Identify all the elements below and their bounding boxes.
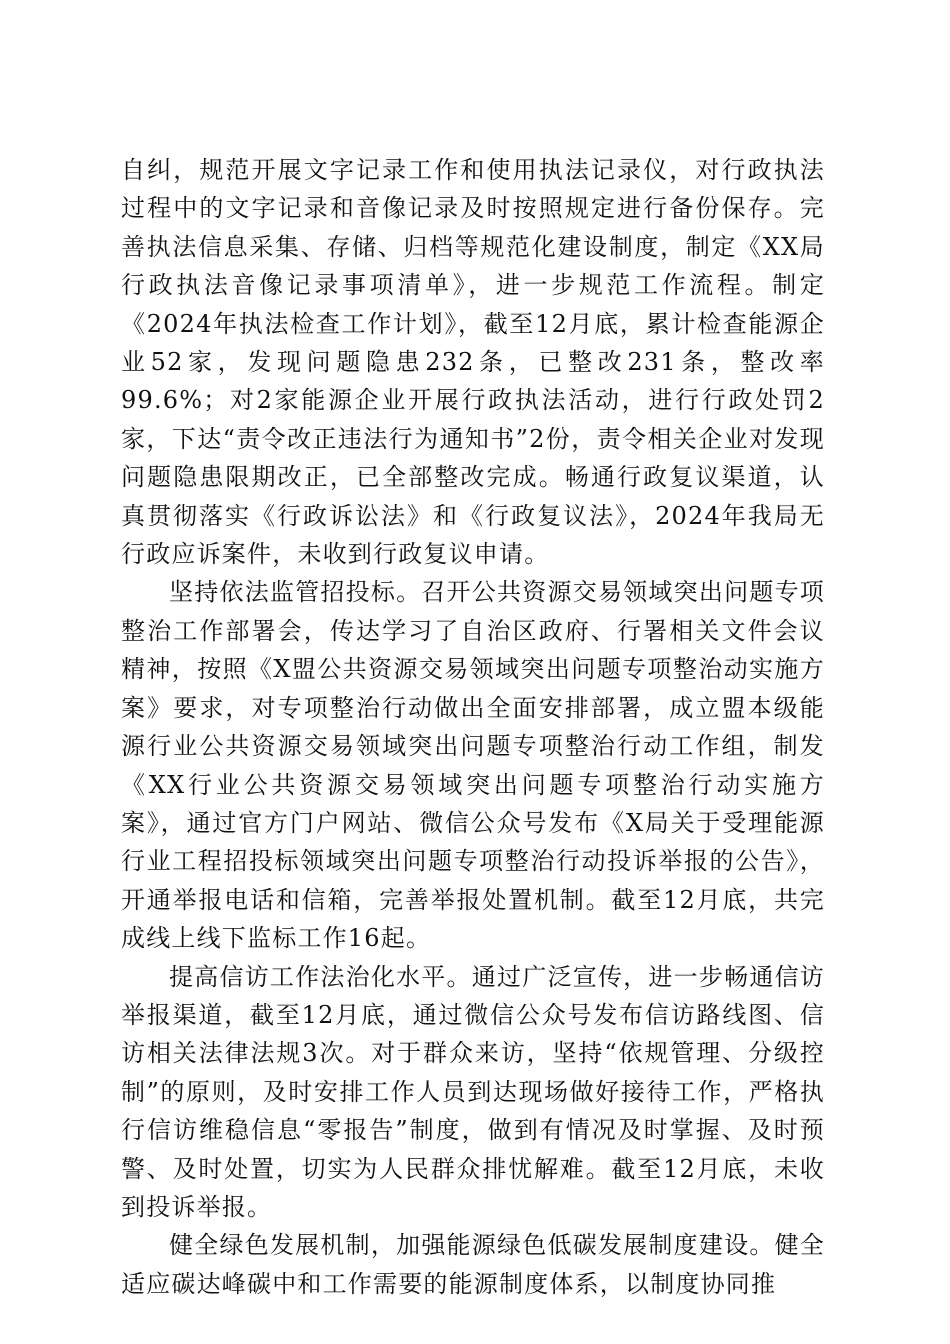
paragraph-green-development: 健全绿色发展机制，加强能源绿色低碳发展制度建设。健全适应碳达峰碳中和工作需要的能源制度体系，以制度协同推 [121, 1231, 825, 1298]
document-body [121, 151, 825, 1303]
paragraph-law-enforcement: 自纠，规范开展文字记录工作和使用执法记录仪，对行政执法过程中的文字记录和音像记录及时按照规定进行备份保存。完善执法信息采集、存储、归档等规范化建设制度，制定《XX局行政执法音像记录事项清单》，进一步规范工作流程。制定《2024年执法检查工作计划》，截至12月底，累计检查能源企业52家，发现问题隐患232条，已整改231条，整改率99.6%；对2家能源企业开展行政执法活动，进行行政处罚2家，下达“责令改正违法行为通知书”2份，责令相关企业对发现问题隐患限期改正，已全部整改完成。畅通行政复议渠道，认真贯彻落实《行政诉讼法》和《行政复议法》，2024年我局无行政应诉案件，未收到行政复议申请。 [121, 156, 825, 569]
paragraph-petition-work: 提高信访工作法治化水平。通过广泛宣传，进一步畅通信访举报渠道，截至12月底，通过微信公众号发布信访路线图、信访相关法律法规3次。对于群众来访，坚持“依规管理、分级控制”的原则，及时安排工作人员到达现场做好接待工作，严格执行信访维稳信息“零报告”制度，做到有情况及时掌握、及时预警、及时处置，切实为人民群众排忧解难。截至12月底，未收到投诉举报。 [121, 962, 825, 1221]
paragraph-bidding-supervision: 坚持依法监管招投标。召开公共资源交易领域突出问题专项整治工作部署会，传达学习了自治区政府、行署相关文件会议精神，按照《X盟公共资源交易领域突出问题专项整治动实施方案》要求，对专项整治行动做出全面安排部署，成立盟本级能源行业公共资源交易领域突出问题专项整治行动工作组，制发《XX行业公共资源交易领域突出问题专项整治行动实施方案》，通过官方门户网站、微信公众号发布《X局关于受理能源行业工程招投标领域突出问题专项整治行动投诉举报的公告》，开通举报电话和信箱，完善举报处置机制。截至12月底，共完成线上线下监标工作16起。 [121, 578, 825, 953]
